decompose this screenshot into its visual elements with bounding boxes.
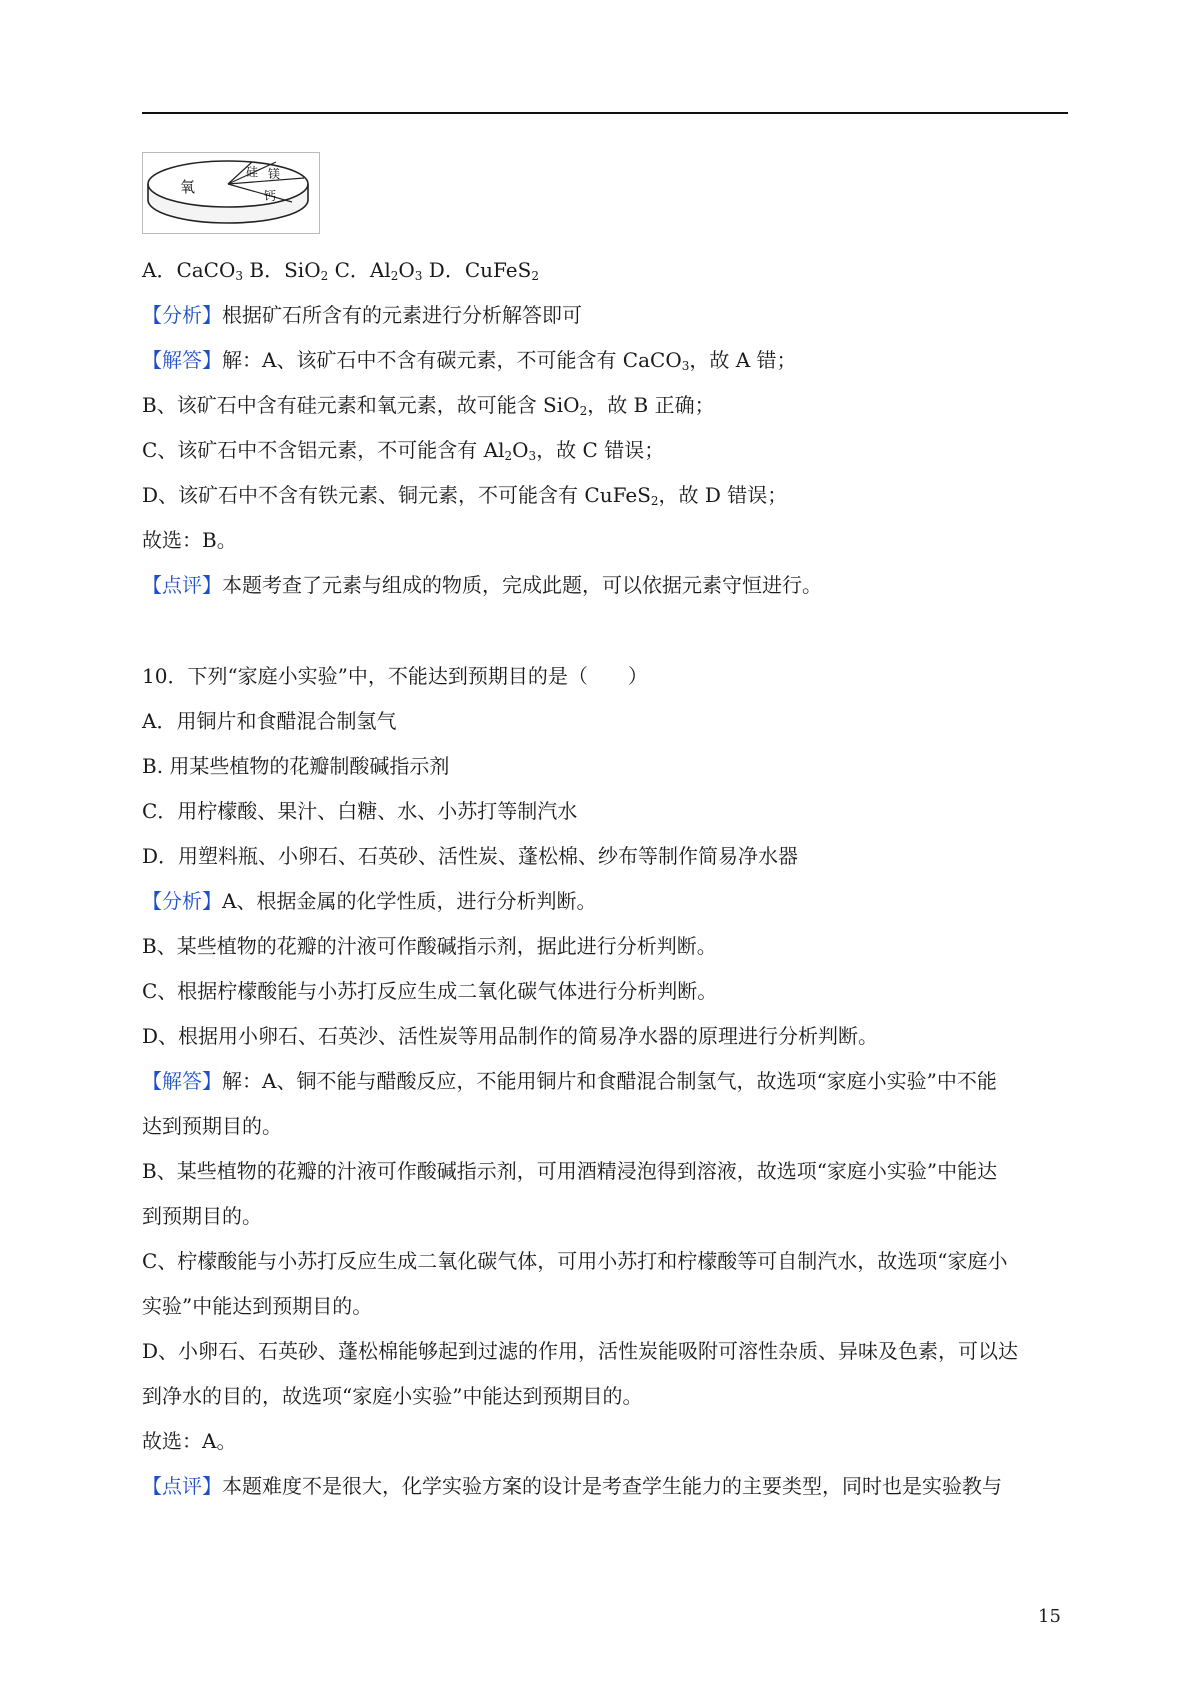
q9-option-a-sub: 3	[235, 269, 244, 283]
q9-option-b-formula: SiO	[284, 258, 321, 282]
q9-option-d-formula: CuFeS	[464, 258, 532, 282]
q10-option-d: D．用塑料瓶、小卵石、石英砂、活性炭、蓬松棉、纱布等制作简易净水器	[142, 844, 799, 868]
q10-answer-line: 到净水的目的，故选项“家庭小实验”中能达到预期目的。	[142, 1384, 643, 1408]
q9-answer-a-tail: ，故 A 错；	[689, 348, 797, 372]
q10-answer-line: B、某些植物的花瓣的汁液可作酸碱指示剂，可用酒精浸泡得到溶液，故选项“家庭小实验”中能达	[142, 1159, 998, 1183]
q9-option-c-sub: 2	[390, 269, 399, 283]
q10-question: 10．下列“家庭小实验”中，不能达到预期目的是（ ）	[142, 664, 648, 688]
q10-answer-line: C、柠檬酸能与小苏打反应生成二氧化碳气体，可用小苏打和柠檬酸等可自制汽水，故选项“家庭小	[142, 1249, 1008, 1273]
page-number: 15	[1038, 1606, 1061, 1627]
q9-answer-c-mid: O	[512, 438, 529, 462]
q9-answer-c	[142, 436, 1082, 464]
pie-label-magnesium: 镁	[268, 167, 281, 181]
q9-answer-d-sub: 2	[650, 494, 659, 508]
q10-analysis-line: C、根据柠檬酸能与小苏打反应生成二氧化碳气体进行分析判断。	[142, 979, 718, 1003]
q9-answer-c-text: C、该矿石中不含铝元素，不可能含有 Al	[142, 438, 505, 462]
q9-option-c-formula: Al	[369, 258, 391, 282]
q9-answer-c-tail: ，故 C 错误；	[536, 438, 665, 462]
q10-comment-text: 本题难度不是很大，化学实验方案的设计是考查学生能力的主要类型，同时也是实验教与	[222, 1474, 1002, 1498]
q9-option-c-formula2: O	[398, 258, 415, 282]
q9-comment-tag: 【点评】	[142, 573, 222, 597]
q9-answer-a	[142, 346, 1082, 374]
q9-option-d-sub: 2	[531, 269, 539, 283]
q10-analysis-line: A、根据金属的化学性质，进行分析判断。	[222, 889, 597, 913]
q9-answer-d	[142, 481, 1082, 509]
pie-label-calcium: 钙	[264, 189, 277, 203]
q10-option-c: C．用柠檬酸、果汁、白糖、水、小苏打等制汽水	[142, 799, 578, 823]
q9-answer-a-sub: 3	[681, 359, 690, 373]
q9-answer-d-tail: ，故 D 错误；	[658, 483, 788, 507]
q9-answer-c-sub2: 3	[528, 449, 537, 463]
q9-option-b-sub: 2	[320, 269, 329, 283]
q9-answer-tag: 【解答】	[142, 348, 222, 372]
q10-answer-tag: 【解答】	[142, 1069, 222, 1093]
q10-answer-line: 解：A、铜不能与醋酸反应，不能用铜片和食醋混合制氢气，故选项“家庭小实验”中不能	[222, 1069, 997, 1093]
q9-answer-c-sub1: 2	[504, 449, 513, 463]
q9-answer-b-text: B、该矿石中含有硅元素和氧元素，故可能含 SiO	[142, 393, 580, 417]
q10-analysis-tag: 【分析】	[142, 889, 222, 913]
q10-option-b: B. 用某些植物的花瓣制酸碱指示剂	[142, 754, 450, 778]
q10-analysis	[142, 887, 1082, 915]
q10-choice: 故选：A。	[142, 1429, 237, 1453]
q10-option-a: A．用铜片和食醋混合制氢气	[142, 709, 397, 733]
q10-comment	[142, 1472, 1082, 1500]
q10-analysis-line: B、某些植物的花瓣的汁液可作酸碱指示剂，据此进行分析判断。	[142, 934, 717, 958]
q10-answer-line: 到预期目的。	[142, 1204, 262, 1228]
q9-option-b-letter: B．	[249, 258, 285, 282]
q9-option-c-sub2: 3	[414, 269, 423, 283]
pie-label-oxygen: 氧	[180, 178, 196, 196]
q10-answer	[142, 1067, 1082, 1095]
pie-figure	[142, 152, 320, 234]
q9-answer-b-sub: 2	[579, 404, 588, 418]
q9-answer-b	[142, 391, 1082, 419]
header-rule	[142, 112, 1068, 114]
q9-answer-a-text: 解：A、该矿石中不含有碳元素，不可能含有 CaCO	[222, 348, 682, 372]
q10-answer-line: 实验”中能达到预期目的。	[142, 1294, 373, 1318]
q9-analysis	[142, 301, 1082, 329]
q9-option-a-formula: CaCO	[176, 258, 236, 282]
q9-option-c-letter: C．	[334, 258, 370, 282]
q9-choice: 故选：B。	[142, 528, 237, 552]
q9-options	[142, 256, 1082, 284]
q9-option-a-letter: A．	[142, 258, 177, 282]
q9-answer-b-tail: ，故 B 正确；	[587, 393, 715, 417]
q9-comment-text: 本题考查了元素与组成的物质，完成此题，可以依据元素守恒进行。	[222, 573, 822, 597]
q9-analysis-tag: 【分析】	[142, 303, 222, 327]
q10-analysis-line: D、根据用小卵石、石英沙、活性炭等用品制作的简易净水器的原理进行分析判断。	[142, 1024, 879, 1048]
pie-label-silicon: 硅	[246, 165, 259, 179]
q10-comment-tag: 【点评】	[142, 1474, 222, 1498]
q9-comment	[142, 571, 1082, 599]
q10-answer-line: D、小卵石、石英砂、蓬松棉能够起到过滤的作用，活性炭能吸附可溶性杂质、异味及色素，可以达	[142, 1339, 1019, 1363]
q9-answer-d-text: D、该矿石中不含有铁元素、铜元素，不可能含有 CuFeS	[142, 483, 651, 507]
q9-option-d-letter: D．	[428, 258, 465, 282]
q9-analysis-text: 根据矿石所含有的元素进行分析解答即可	[222, 303, 582, 327]
q10-answer-line: 达到预期目的。	[142, 1114, 282, 1138]
